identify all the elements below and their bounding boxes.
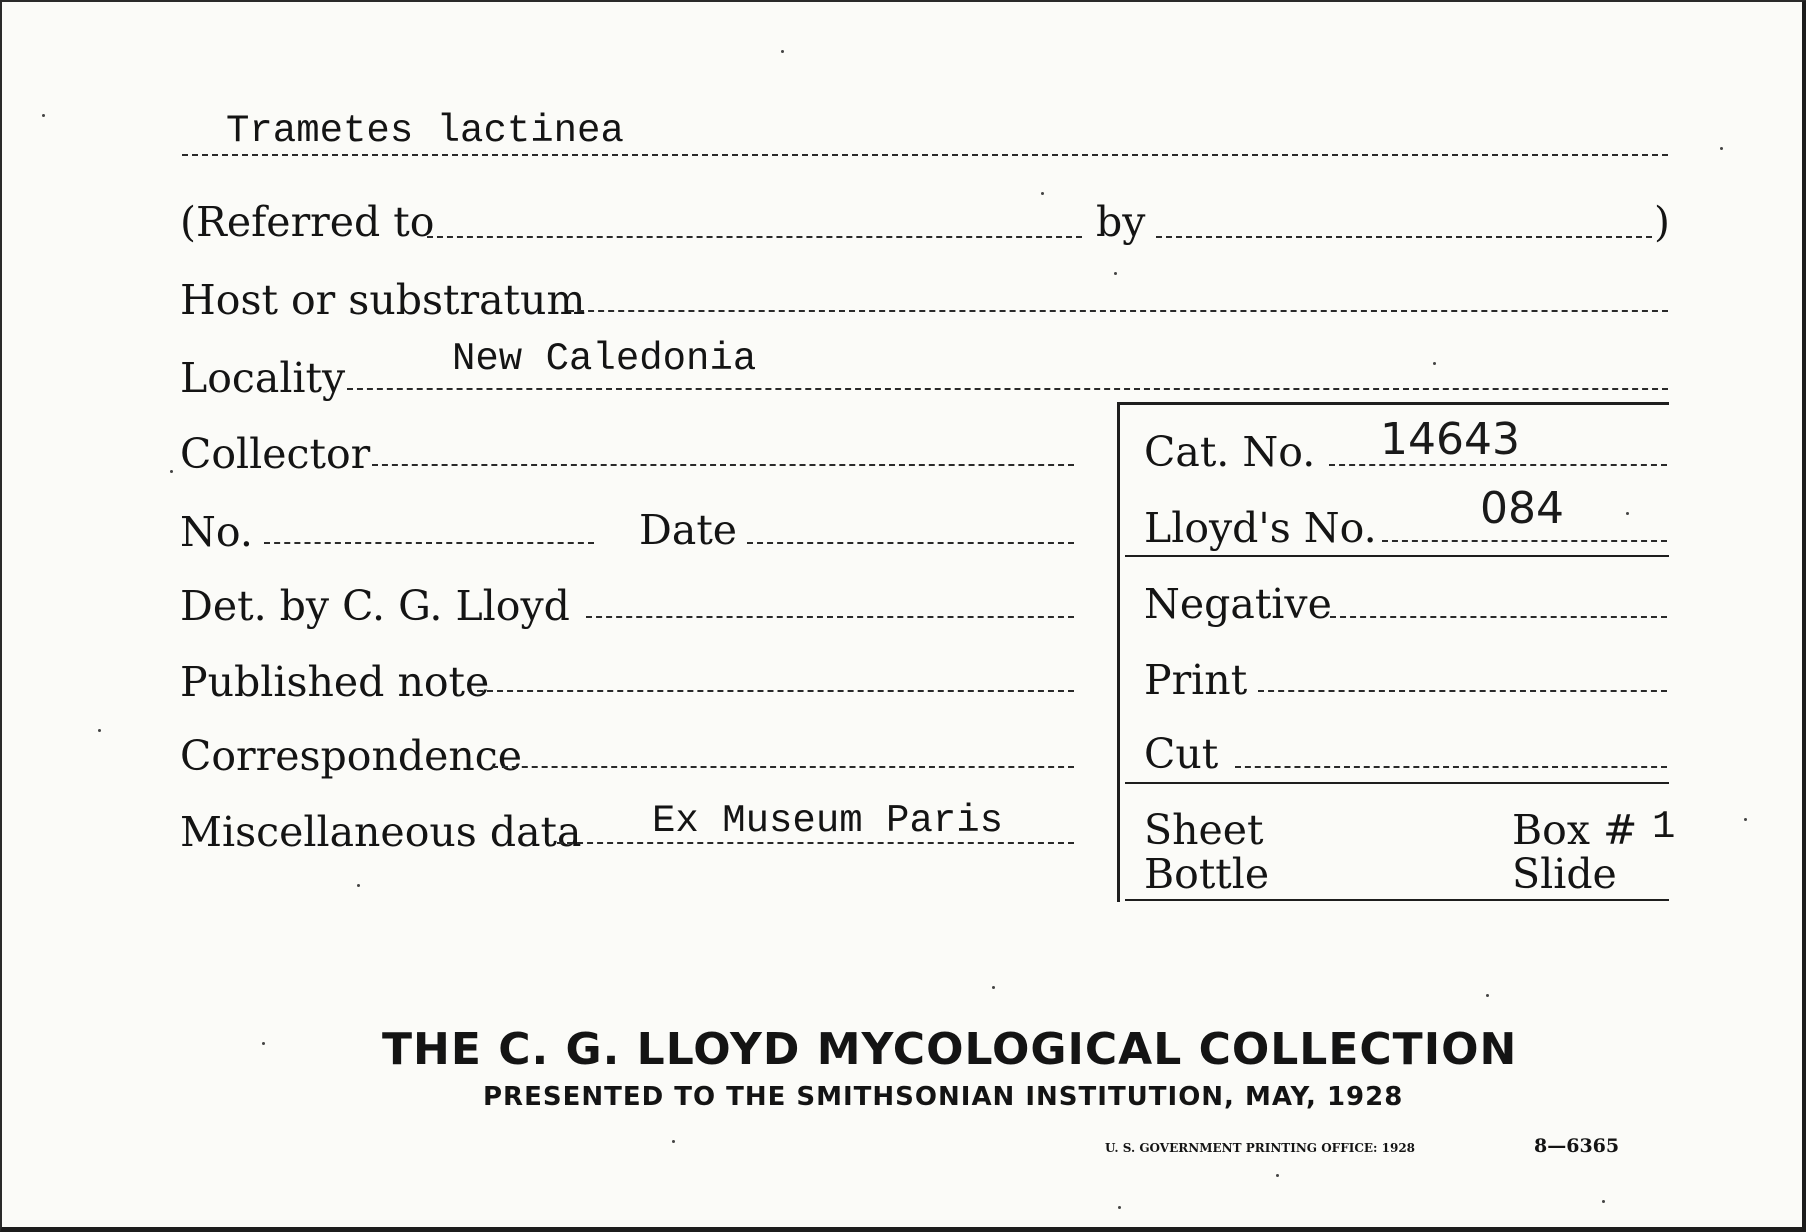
scan-speck <box>98 729 101 732</box>
box-mid-rule-1 <box>1125 555 1669 557</box>
misc-data-label: Miscellaneous data <box>180 808 582 856</box>
scan-speck <box>170 470 173 473</box>
misc-data-value: Ex Museum Paris <box>652 799 1004 843</box>
box-top-rule <box>1119 402 1669 405</box>
no-field[interactable] <box>264 542 594 544</box>
referred-by-field[interactable] <box>1156 236 1652 238</box>
referred-to-field[interactable] <box>427 236 1082 238</box>
box-label: Box # <box>1512 806 1638 854</box>
title-dotted-line <box>182 154 1668 156</box>
host-label: Host or substratum <box>180 276 586 324</box>
locality-value: New Caledonia <box>452 337 757 381</box>
cut-label: Cut <box>1144 730 1219 778</box>
collector-label: Collector <box>180 430 371 478</box>
date-label: Date <box>639 506 738 554</box>
form-code: 8—6365 <box>1534 1135 1620 1157</box>
published-note-label: Published note <box>180 658 490 706</box>
misc-data-field[interactable] <box>557 842 1074 844</box>
scan-speck <box>357 884 360 887</box>
referred-to-label: (Referred to <box>180 198 435 246</box>
footer-title: THE C. G. LLOYD MYCOLOGICAL COLLECTION <box>382 1024 1518 1075</box>
footer-subtitle: PRESENTED TO THE SMITHSONIAN INSTITUTION, MAY, 1928 <box>483 1082 1404 1112</box>
box-mid-rule-2 <box>1125 782 1669 784</box>
close-paren: ) <box>1654 198 1670 246</box>
lloyds-no-value: 084 <box>1480 483 1564 534</box>
no-label: No. <box>180 508 253 556</box>
lloyds-no-label: Lloyd's No. <box>1144 504 1377 552</box>
host-field[interactable] <box>568 310 1668 312</box>
bottle-label: Bottle <box>1144 850 1270 898</box>
locality-field[interactable] <box>347 388 1668 390</box>
scan-speck <box>992 986 995 989</box>
slide-label: Slide <box>1512 850 1617 898</box>
scan-speck <box>42 114 45 117</box>
box-left-rule <box>1117 402 1120 902</box>
cat-no-label: Cat. No. <box>1144 428 1316 476</box>
scan-speck <box>1114 272 1117 275</box>
published-note-field[interactable] <box>477 690 1074 692</box>
scan-speck <box>1720 147 1723 150</box>
cat-no-value: 14643 <box>1380 414 1520 465</box>
by-label: by <box>1096 198 1146 246</box>
box-bottom-rule <box>1125 899 1669 901</box>
cat-no-field[interactable] <box>1329 464 1667 466</box>
collector-field[interactable] <box>372 464 1074 466</box>
lloyds-no-field[interactable] <box>1382 540 1667 542</box>
cut-field[interactable] <box>1235 766 1667 768</box>
scan-speck <box>1041 192 1044 195</box>
correspondence-field[interactable] <box>492 766 1074 768</box>
det-by-field[interactable] <box>586 616 1074 618</box>
box-value: 1 <box>1652 805 1676 849</box>
correspondence-label: Correspondence <box>180 732 523 780</box>
locality-label: Locality <box>180 354 346 402</box>
scan-speck <box>1118 1206 1121 1209</box>
scan-speck <box>1433 362 1436 365</box>
scan-speck <box>1486 994 1489 997</box>
negative-field[interactable] <box>1330 616 1667 618</box>
scan-speck <box>781 50 784 53</box>
print-field[interactable] <box>1258 690 1667 692</box>
scan-speck <box>262 1042 265 1045</box>
sheet-label: Sheet <box>1144 806 1264 854</box>
negative-label: Negative <box>1144 580 1332 628</box>
scan-speck <box>1276 1174 1279 1177</box>
scan-speck <box>1626 512 1629 515</box>
printer-line: U. S. GOVERNMENT PRINTING OFFICE: 1928 <box>1105 1141 1416 1155</box>
date-field[interactable] <box>747 542 1074 544</box>
print-label: Print <box>1144 656 1248 704</box>
scan-speck <box>1744 818 1747 821</box>
scan-speck <box>1602 1200 1605 1203</box>
species-name: Trametes lactinea <box>226 109 624 153</box>
det-by-label: Det. by C. G. Lloyd <box>180 582 570 630</box>
scan-speck <box>672 1140 675 1143</box>
